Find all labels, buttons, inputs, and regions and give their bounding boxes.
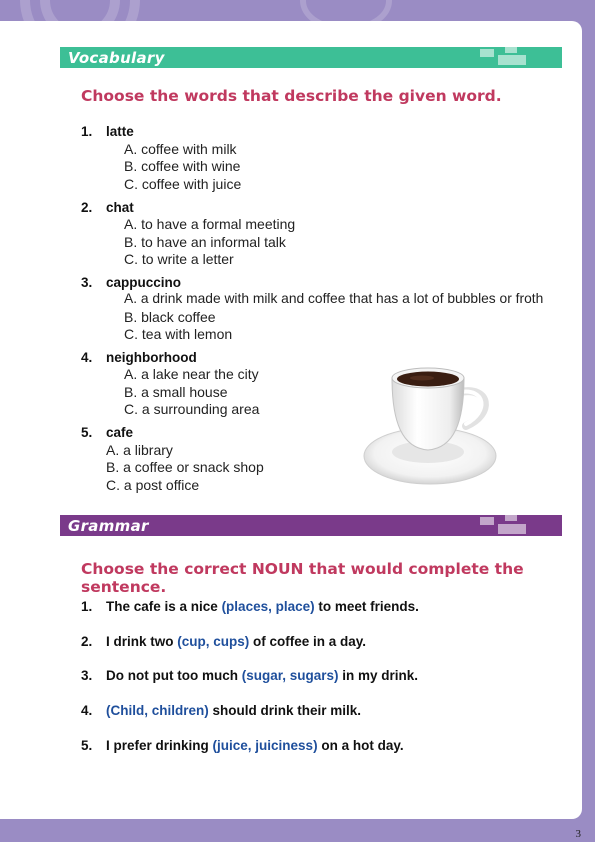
pixel-decoration — [498, 55, 526, 65]
sentence-text: Do not put too much — [106, 668, 242, 683]
grammar-header-bar — [60, 515, 562, 536]
grammar-sentence — [81, 599, 419, 614]
page-number: 3 — [575, 828, 581, 840]
sentence-text: of coffee in a day. — [249, 634, 367, 649]
sentence-text: on a hot day. — [317, 738, 404, 753]
question-word: cappuccino — [106, 275, 182, 290]
question-word: latte — [106, 124, 134, 139]
pixel-decoration — [505, 47, 517, 53]
question-number: 5. — [81, 425, 93, 440]
pixel-decoration — [505, 515, 517, 521]
grammar-sentence — [81, 668, 418, 683]
sentence-text: in my drink. — [338, 668, 419, 683]
option-c: C. to write a letter — [124, 251, 234, 267]
option-b: B. black coffee — [124, 309, 216, 325]
option-c: C. tea with lemon — [124, 326, 233, 342]
grammar-title: Grammar — [68, 517, 149, 535]
option-a: A. a lake near the city — [124, 366, 259, 382]
option-c: C. coffee with juice — [124, 176, 242, 192]
option-b: B. a coffee or snack shop — [106, 459, 264, 475]
option-a: A. a drink made with milk and coffee that has a lot of bubbles or froth — [124, 291, 544, 306]
option-b: B. coffee with wine — [124, 158, 241, 174]
sentence-text: should drink their milk. — [208, 703, 362, 718]
coffee-cup-image — [362, 352, 502, 487]
question-number: 3. — [81, 275, 93, 290]
grammar-instruction: Choose the correct NOUN that would complete the sentence. — [81, 560, 524, 596]
sentence-number: 5. — [81, 738, 93, 753]
vocabulary-header-bar — [60, 47, 562, 68]
question-number: 2. — [81, 200, 93, 215]
question-word: cafe — [106, 425, 134, 440]
sentence-text: I drink two — [106, 634, 178, 649]
grammar-sentence — [81, 738, 404, 753]
grammar-sentence — [81, 703, 361, 718]
noun-choice: (juice, juiciness) — [212, 738, 318, 753]
sentence-text: I prefer drinking — [106, 738, 213, 753]
pixel-decoration — [480, 517, 494, 525]
noun-choice: (sugar, sugars) — [241, 668, 339, 683]
sentence-number: 3. — [81, 668, 93, 683]
vocabulary-title: Vocabulary — [68, 49, 165, 67]
option-b: B. a small house — [124, 384, 228, 400]
sentence-number: 4. — [81, 703, 93, 718]
noun-choice: (cup, cups) — [177, 634, 250, 649]
sentence-number: 2. — [81, 634, 93, 649]
sentence-text: The cafe is a nice — [106, 599, 222, 614]
sentence-number: 1. — [81, 599, 93, 614]
question-number: 4. — [81, 350, 93, 365]
option-b: B. to have an informal talk — [124, 234, 286, 250]
option-a: A. coffee with milk — [124, 141, 237, 157]
pixel-decoration — [480, 49, 494, 57]
noun-choice: (Child, children) — [106, 703, 209, 718]
vocabulary-instruction: Choose the words that describe the given word. — [81, 87, 502, 105]
grammar-sentence — [81, 634, 366, 649]
option-c: C. a surrounding area — [124, 401, 260, 417]
question-number: 1. — [81, 124, 93, 139]
question-word: neighborhood — [106, 350, 197, 365]
option-c: C. a post office — [106, 477, 200, 493]
pixel-decoration — [498, 524, 526, 534]
sentence-text: to meet friends. — [314, 599, 419, 614]
option-a: A. to have a formal meeting — [124, 216, 296, 232]
noun-choice: (places, place) — [221, 599, 315, 614]
question-word: chat — [106, 200, 134, 215]
option-a: A. a library — [106, 442, 173, 458]
